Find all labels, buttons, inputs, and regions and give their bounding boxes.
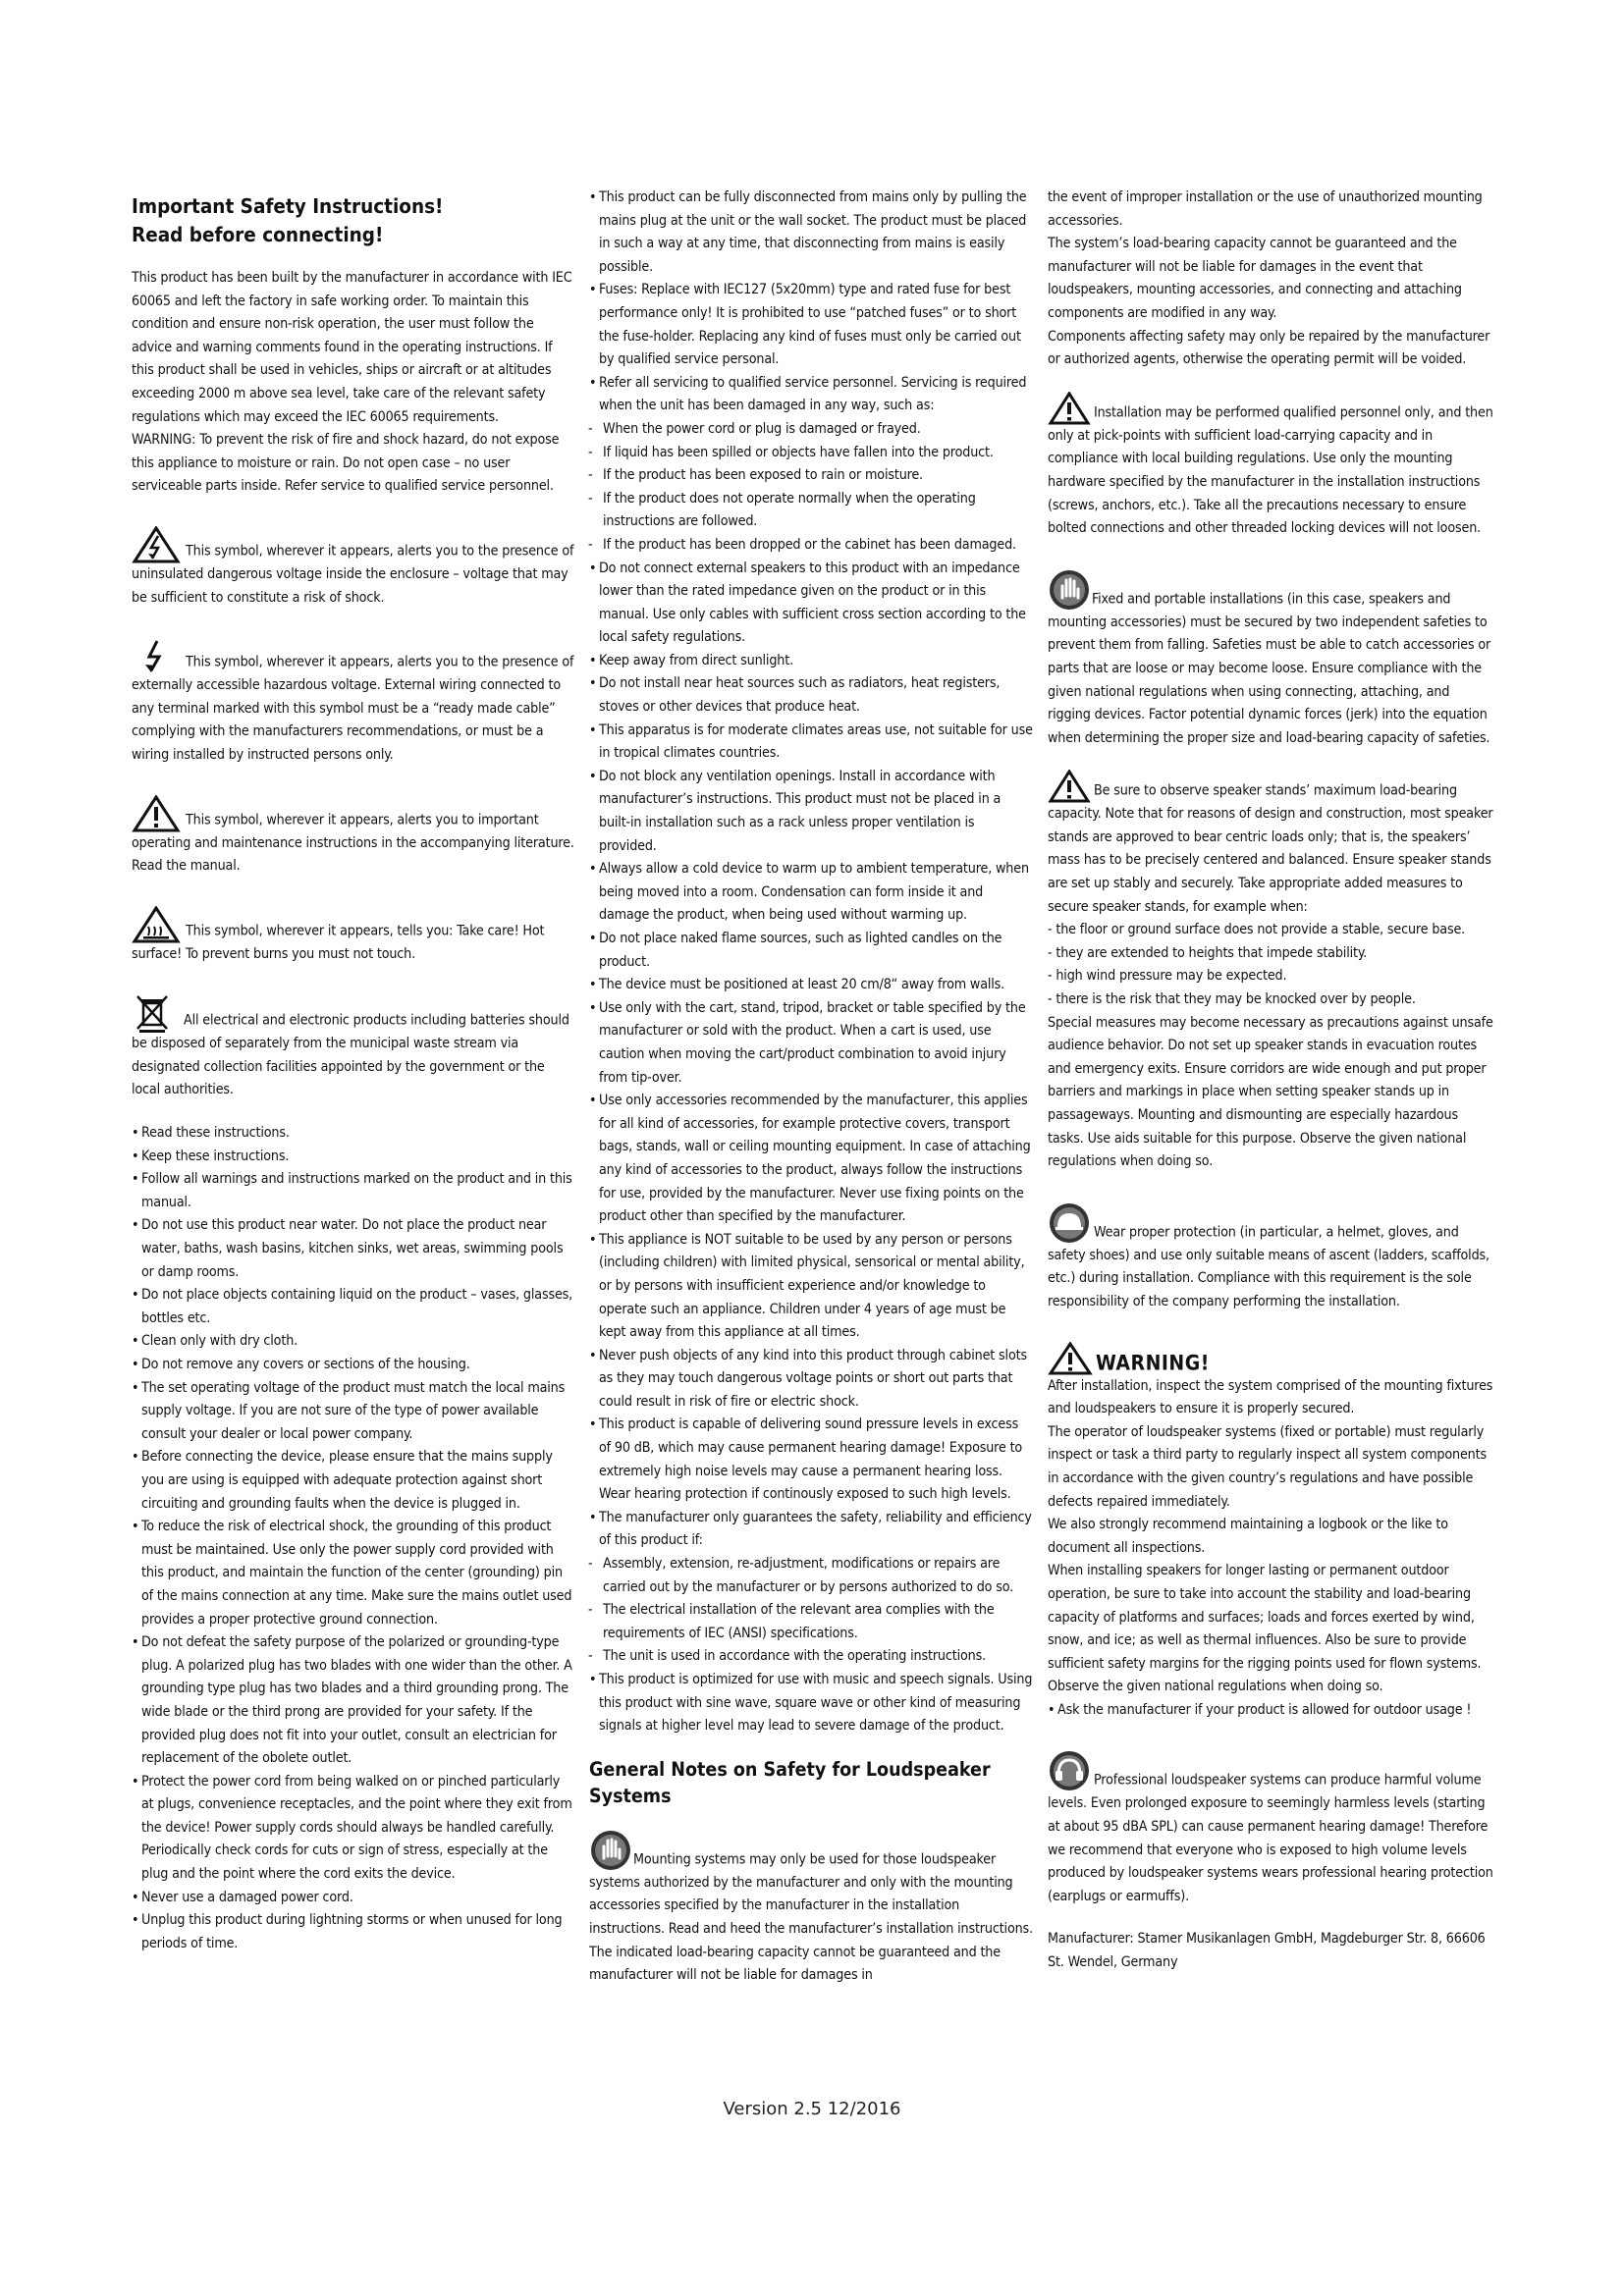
list-item: • This appliance is NOT suitable to be used by any person or persons (including children) with limited physical, sensorical or mental ability, or by persons with insufficient experience and/or knowledge to operate such an appliance. Children under 4 years of age must be kept away from this appliance at all times. [589, 1229, 1033, 1345]
warning-heading: WARNING! [1048, 1342, 1494, 1375]
instruction-list-middle [589, 187, 1033, 1738]
list-item: • Do not block any ventilation openings. Install in accordance with manufacturer’s instructions. This product must not be placed in a built-in installation such as a rack unless proper ventilation is provided. [589, 766, 1033, 858]
list-item: • This product can be fully disconnected from mains only by pulling the mains plug at the unit or the wall socket. The product must be placed in such a way at any time, that disconnecting from mains is easily possible. [589, 187, 1033, 279]
list-item: - The unit is used in accordance with the operating instructions. [589, 1645, 1033, 1669]
protection-paragraph: Wear proper protection (in particular, a helmet, gloves, and safety shoes) and use only suitable means of ascent (ladders, scaffolds, etc.) during installation. Compliance with this requirement is the sole responsibility of the company performing the installation. [1048, 1201, 1494, 1314]
exclamation-triangle-icon [1048, 1342, 1095, 1375]
stand-condition: - the floor or ground surface does not provide a stable, secure base. [1048, 922, 1466, 938]
column-right [1048, 187, 1494, 1975]
list-item: • Protect the power cord from being walked on or pinched particularly at plugs, convenience receptacles, and the point where they exit from the device! Power supply cords should always be handled carefully. Periodically check cords for cuts or sign of stress, especially at the plug and the point where the cord exits the device. [132, 1771, 575, 1887]
list-item: • Refer all servicing to qualified service personnel. Servicing is required when the unit has been damaged in any way, such as: [589, 372, 1033, 418]
list-item: • Do not defeat the safety purpose of the polarized or grounding-type plug. A polarized plug has two blades with one wider than the other. A grounding type plug has two blades and a third grounding prong. The wide blade or the third prong are provided for your safety. If the provided plug does not fit into your outlet, consult an electrician for replacement of the obolete outlet. [132, 1631, 575, 1771]
lightning-bolt-icon [132, 637, 185, 674]
list-item: • Never push objects of any kind into this product through cabinet slots as they may touch dangerous voltage points or short out parts that could result in risk of fire or electric shock. [589, 1345, 1033, 1415]
hand-stop-icon [1048, 568, 1091, 612]
symbol-important: This symbol, wherever it appears, alerts you to important operating and maintenance instructions in the accompanying literature. Read the manual. [132, 795, 575, 879]
warning-paragraph: When installing speakers for longer lasting or permanent outdoor operation, be sure to take into account the stability and load-bearing capacity of platforms and surfaces; loads and forces exerted by wind, snow, and ice; as well as thermal influences. Also be sure to provide sufficient safety margins for the rigging points used for flown systems. Observe the given national regulations when doing so. [1048, 1563, 1482, 1695]
exclamation-triangle-icon [1048, 392, 1093, 425]
symbol-weee: All electrical and electronic products including batteries should be disposed of separately from the municipal waste stream via designated collection facilities appointed by the government or the local authorities. [132, 993, 575, 1102]
crossed-bin-icon [132, 993, 183, 1033]
fixed-installation-paragraph: Fixed and portable installations (in this case, speakers and mounting accessories) must be secured by two independent safeties to prevent them from falling. Safeties must be able to catch accessories or parts that are loose or may become loose. Ensure compliance with the given national regulations when using connecting, attaching, and rigging devices. Factor potential dynamic forces (jerk) into the equation when determining the proper size and load-bearing capacity of safeties. [1048, 568, 1494, 751]
list-item: - If the product does not operate normally when the operating instructions are followed. [589, 488, 1033, 534]
list-item: • Ask the manufacturer if your product is allowed for outdoor usage ! [1048, 1699, 1494, 1723]
version-footer: Version 2.5 12/2016 [723, 2099, 901, 2119]
special-measures-paragraph: Special measures may become necessary as precautions against unsafe audience behavior. Do not set up speaker stands in evacuation routes and emergency exits. Ensure corridors are wide enough and put proper barriers and markings in place when setting speaker stands up in passageways. Mounting and dismounting are especially hazardous tasks. Use aids suitable for this purpose. Observe the given national regulations when doing so. [1048, 1014, 1493, 1170]
list-item: • Do not remove any covers or sections of the housing. [132, 1354, 575, 1377]
list-item: • Before connecting the device, please ensure that the mains supply you are using is equipped with adequate protection against short circuiting and grounding faults when the device is plugged in. [132, 1446, 575, 1516]
symbol-external: This symbol, wherever it appears, alerts you to the presence of externally accessible hazardous voltage. External wiring connected to any terminal marked with this symbol must be a “ready made cable” complying with the manufacturers recommendations, or must be a wiring installed by instructed persons only. [132, 637, 575, 767]
list-item: - If liquid has been spilled or objects have fallen into the product. [589, 442, 1033, 465]
list-item: • The manufacturer only guarantees the safety, reliability and efficiency of this product if: [589, 1507, 1033, 1553]
warning-paragraph: WARNING: To prevent the risk of fire and shock hazard, do not expose this appliance to moisture or rain. Do not open case – no user serviceable parts inside. Refer service to qualified service personnel. [132, 432, 560, 495]
list-item: • Do not connect external speakers to this product with an impedance lower than the rated impedance given on the product or in this manual. Use only cables with sufficient cross section according to the local safety regulations. [589, 558, 1033, 650]
helmet-icon [1048, 1201, 1093, 1245]
mounting-paragraph: Mounting systems may only be used for those loudspeaker systems authorized by the manufacturer and only with the mounting accessories specified by the manufacturer in the installation instructions. Read and heed the manufacturer’s installation instructions. The indicated load-bearing capacity cannot be guaranteed and the manufacturer will not be liable for damages in [589, 1829, 1033, 1988]
symbol-voltage: This symbol, wherever it appears, alerts you to the presence of uninsulated dangerous voltage inside the enclosure – voltage that may be sufficient to constitute a risk of shock. [132, 526, 575, 610]
list-item: • Fuses: Replace with IEC127 (5x20mm) type and rated fuse for best performance only! It is prohibited to use “patched fuses” or to short the fuse-holder. Replacing any kind of fuses must only be carried out by qualified service personal. [589, 279, 1033, 371]
continued-paragraph: the event of improper installation or the use of unauthorized mounting accessories. [1048, 189, 1483, 229]
list-item: • The set operating voltage of the product must match the local mains supply voltage. If you are not sure of the type of power available consult your dealer or local power company. [132, 1377, 575, 1447]
speaker-stands-paragraph: Be sure to observe speaker stands’ maximum load-bearing capacity. Note that for reasons of design and construction, most speaker stands are approved to bear centric loads only; that is, the speakers’ mass has to be precisely centered and balanced. Ensure speaker stands are set up stably and securely. Take appropriate added measures to secure speaker stands, for example when: [1048, 770, 1494, 919]
list-item: • Do not install near heat sources such as radiators, heat registers, stoves or other devices that produce heat. [589, 672, 1033, 719]
components-paragraph: Components affecting safety may only be repaired by the manufacturer or authorized agents, otherwise the operating permit will be voided. [1048, 328, 1490, 368]
list-item: - If the product has been dropped or the cabinet has been damaged. [589, 534, 1033, 558]
list-item: • Use only accessories recommended by the manufacturer, this applies for all kind of accessories, for example protective covers, transport bags, stands, wall or ceiling mounting equipment. In case of attaching any kind of accessories to the product, always follow the instructions for use, provided by the manufacturer. Never use fixing points on the product other than specified by the manufacturer. [589, 1090, 1033, 1229]
list-item: • The device must be positioned at least 20 cm/8“ away from walls. [589, 974, 1033, 997]
warning-paragraph: We also strongly recommend maintaining a logbook or the like to document all inspections. [1048, 1517, 1448, 1556]
list-item: • Keep away from direct sunlight. [589, 650, 1033, 673]
list-item: • Use only with the cart, stand, tripod, bracket or table specified by the manufacturer or sold with the product. When a cart is used, use caution when moving the cart/product combination to avoid injury from tip-over. [589, 997, 1033, 1090]
list-item: • Read these instructions. [132, 1122, 575, 1146]
stand-condition: - they are extended to heights that impede stability. [1048, 944, 1368, 961]
list-item: • Do not place objects containing liquid on the product – vases, glasses, bottles etc. [132, 1284, 575, 1330]
list-item: • Follow all warnings and instructions marked on the product and in this manual. [132, 1168, 575, 1214]
hand-stop-icon [589, 1829, 632, 1872]
symbol-hot-surface: This symbol, wherever it appears, tells you: Take care! Hot surface! To prevent burns you must not touch. [132, 906, 575, 967]
exclamation-triangle-icon [1048, 770, 1093, 803]
ear-protection-icon [1048, 1749, 1093, 1792]
hot-surface-icon [132, 906, 185, 943]
list-item: - Assembly, extension, re-adjustment, modifications or repairs are carried out by the manufacturer or by persons authorized to do so. [589, 1553, 1033, 1599]
list-item: • Never use a damaged power cord. [132, 1887, 575, 1910]
list-item: • Do not place naked flame sources, such as lighted candles on the product. [589, 928, 1033, 974]
list-item: • This product is optimized for use with music and speech signals. Using this product with sine wave, square wave or other kind of measuring signals at higher level may lead to severe damage of the product. [589, 1669, 1033, 1738]
installation-paragraph: Installation may be performed qualified personnel only, and then only at pick-points with sufficient load-carrying capacity and in compliance with local building regulations. Use only the mounting hardware specified by the manufacturer in the installation instructions (screws, anchors, etc.). Take all the precautions necessary to ensure bolted connections and other threaded locking devices will not loosen. [1048, 392, 1494, 541]
stand-condition: - high wind pressure may be expected. [1048, 968, 1287, 985]
page-title: Important Safety Instructions! Read before connecting! [132, 194, 444, 246]
manufacturer-address: Manufacturer: Stamer Musikanlagen GmbH, Magdeburger Str. 8, 66606 St. Wendel, Germany [1048, 1931, 1486, 1971]
list-item: • Keep these instructions. [132, 1146, 575, 1169]
hearing-paragraph: Professional loudspeaker systems can produce harmful volume levels. Even prolonged exposure to seemingly harmless levels (starting at about 95 dBA SPL) can cause permanent hearing damage! Therefore we recommend that everyone who is exposed to high volume levels produced by loudspeaker systems wears professional hearing protection (earplugs or earmuffs). [1048, 1749, 1494, 1908]
instruction-list-left [132, 1122, 575, 1955]
list-item: • This apparatus is for moderate climates areas use, not suitable for use in tropical climates countries. [589, 720, 1033, 766]
warning-paragraph: After installation, inspect the system comprised of the mounting fixtures and loudspeakers to ensure it is properly secured. [1048, 1377, 1493, 1417]
intro-paragraph: This product has been built by the manufacturer in accordance with IEC 60065 and left the factory in safe working order. To maintain this condition and ensure non-risk operation, the user must follow the advice and warning comments found in the operating instructions. If this product shall be used in vehicles, ships or aircraft or at altitudes exceeding 2000 m above sea level, take care of the relevant safety regulations which may exceed the IEC 60065 requirements. [132, 270, 572, 425]
stand-condition: - there is the risk that they may be knocked over by people. [1048, 991, 1416, 1008]
list-item: - The electrical installation of the relevant area complies with the requirements of IEC (ANSI) specifications. [589, 1599, 1033, 1645]
outdoor-note [1048, 1699, 1494, 1723]
list-item: • To reduce the risk of electrical shock, the grounding of this product must be maintained. Use only the power supply cord provided with this product, and maintain the function of the center (grounding) pin of the mains connection at any time. Make sure the mains outlet used provides a proper protective ground connection. [132, 1516, 575, 1631]
list-item: - When the power cord or plug is damaged or frayed. [589, 418, 1033, 442]
list-item: • Do not use this product near water. Do not place the product near water, baths, wash basins, kitchen sinks, wet areas, swimming pools or damp rooms. [132, 1214, 575, 1284]
list-item: • Unplug this product during lightning storms or when unused for long periods of time. [132, 1909, 575, 1955]
exclamation-triangle-icon [132, 795, 185, 832]
list-item: - If the product has been exposed to rain or moisture. [589, 464, 1033, 488]
general-notes-heading: General Notes on Safety for Loudspeaker Systems [589, 1757, 991, 1807]
load-bearing-paragraph: The system’s load-bearing capacity cannot be guaranteed and the manufacturer will not be liable for damages in the event that loudspeakers, mounting accessories, and connecting and attaching components are modified in any way. [1048, 236, 1462, 321]
column-left [132, 192, 575, 1955]
list-item: • This product is capable of delivering sound pressure levels in excess of 90 dB, which may cause permanent hearing damage! Exposure to extremely high noise levels may cause a permanent hearing loss. Wear hearing protection if continously exposed to such high levels. [589, 1414, 1033, 1506]
column-middle [589, 187, 1033, 1988]
lightning-warning-icon [132, 526, 185, 563]
warning-paragraph: The operator of loudspeaker systems (fixed or portable) must regularly inspect or task a third party to regularly inspect all system components in accordance with the given country’s regulations and have possible defects repaired immediately. [1048, 1423, 1487, 1510]
list-item: • Always allow a cold device to warm up to ambient temperature, when being moved into a room. Condensation can form inside it and damage the product, when being used without warming up. [589, 858, 1033, 928]
list-item: • Clean only with dry cloth. [132, 1330, 575, 1354]
